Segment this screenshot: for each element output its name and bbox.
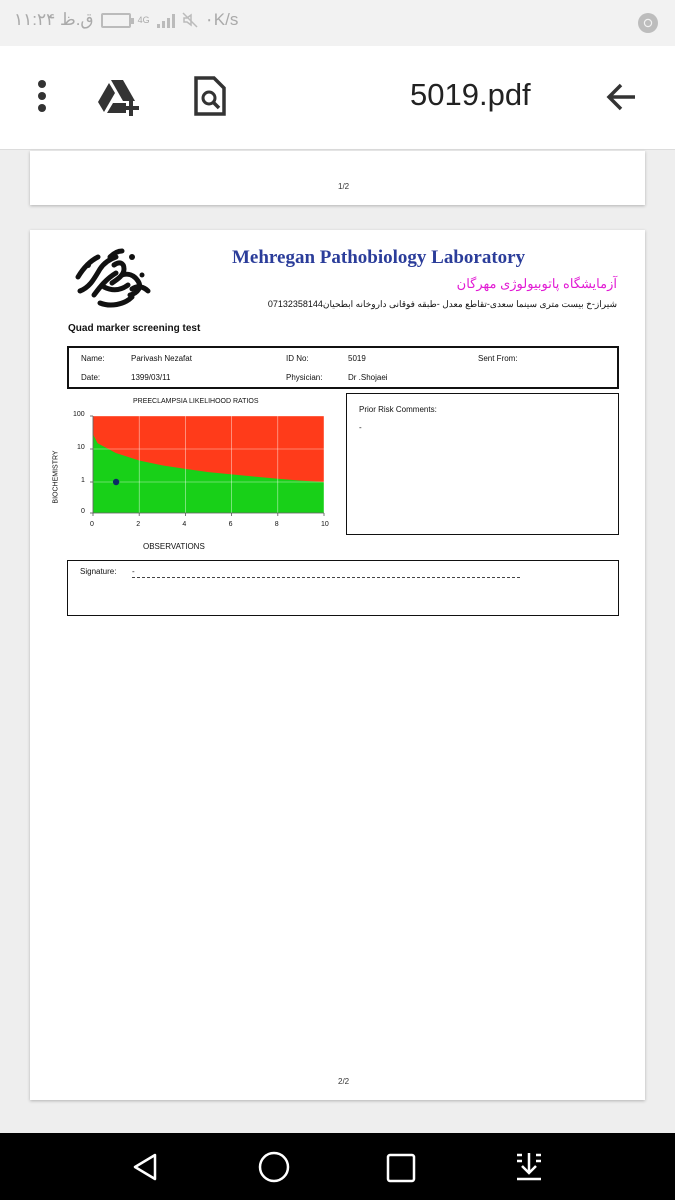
- x-tick-label: 0: [90, 521, 94, 528]
- add-to-drive-icon[interactable]: [97, 78, 143, 116]
- chart-title: PREECLAMPSIA LIKELIHOOD RATIOS: [133, 398, 259, 405]
- signature-box: [67, 560, 619, 616]
- x-tick-label: 8: [274, 521, 279, 528]
- page-number: 1/2: [338, 182, 350, 191]
- battery-icon: [101, 13, 131, 28]
- signal-icon: [157, 13, 175, 28]
- status-left: [14, 10, 238, 30]
- lab-name: Mehregan Pathobiology Laboratory: [232, 247, 526, 268]
- nav-download-icon[interactable]: [514, 1151, 544, 1183]
- lab-name-fa: آزمایشگاه پاتوبیولوژی مهرگان: [456, 276, 617, 291]
- nav-bar: [0, 1133, 675, 1200]
- pdf-page-1: [30, 151, 645, 205]
- prior-risk-title: Prior Risk Comments:: [359, 405, 437, 414]
- y-tick-label: 10: [77, 444, 85, 451]
- y-tick-label: 1: [81, 477, 85, 484]
- sent-from-label: Sent From:: [478, 354, 518, 363]
- signature-line: [132, 577, 520, 578]
- y-tick-label: 0: [81, 508, 85, 515]
- name-value: Parivash Nezafat: [131, 354, 192, 363]
- nav-back-icon[interactable]: [130, 1151, 162, 1183]
- clock: ۱۱:۲۴ ق.ظ: [14, 10, 94, 29]
- nav-home-icon[interactable]: [257, 1151, 291, 1185]
- pdf-page-2: [30, 230, 645, 1100]
- physician-value: Dr .Shojaei: [348, 373, 388, 382]
- y-tick-label: 100: [73, 411, 85, 418]
- prior-risk-box: [346, 393, 619, 535]
- x-tick-label: 10: [321, 521, 329, 528]
- id-label: ID No:: [286, 354, 309, 363]
- prior-risk-value: -: [359, 423, 362, 432]
- x-axis-label: OBSERVATIONS: [143, 542, 205, 551]
- data-point: [113, 479, 119, 485]
- x-tick-label: 4: [182, 521, 187, 528]
- find-in-page-icon[interactable]: [192, 76, 226, 116]
- signature-value: -: [132, 567, 135, 576]
- test-title: Quad marker screening test: [68, 323, 201, 334]
- file-name: 5019.pdf: [410, 77, 531, 112]
- date-value: 1399/03/11: [131, 373, 171, 382]
- id-value: 5019: [348, 354, 366, 363]
- app-bar: [0, 46, 675, 150]
- date-label: Date:: [81, 373, 101, 382]
- chrome-icon: [637, 12, 659, 34]
- name-label: Name:: [81, 354, 105, 363]
- nav-recents-icon[interactable]: [386, 1153, 416, 1183]
- page-number: 2/2: [338, 1077, 350, 1086]
- physician-label: Physician:: [286, 373, 323, 382]
- status-bar: [0, 0, 675, 46]
- x-tick-label: 2: [136, 521, 141, 528]
- signature-label: Signature:: [80, 567, 117, 576]
- y-axis-label: BIOCHEMISTRY: [52, 450, 60, 504]
- network-type: 4G: [137, 15, 150, 25]
- more-vert-icon[interactable]: [32, 78, 52, 114]
- net-speed: ۰K/s: [204, 10, 239, 29]
- arrow-left-icon[interactable]: [606, 82, 638, 112]
- lab-address: شیراز-خ بیست متری سینما سعدی-تقاطع معدل -طبقه فوقانی داروخانه ابطحیان07132358144: [267, 299, 617, 309]
- mute-icon: [182, 12, 198, 28]
- x-tick-label: 6: [228, 521, 233, 528]
